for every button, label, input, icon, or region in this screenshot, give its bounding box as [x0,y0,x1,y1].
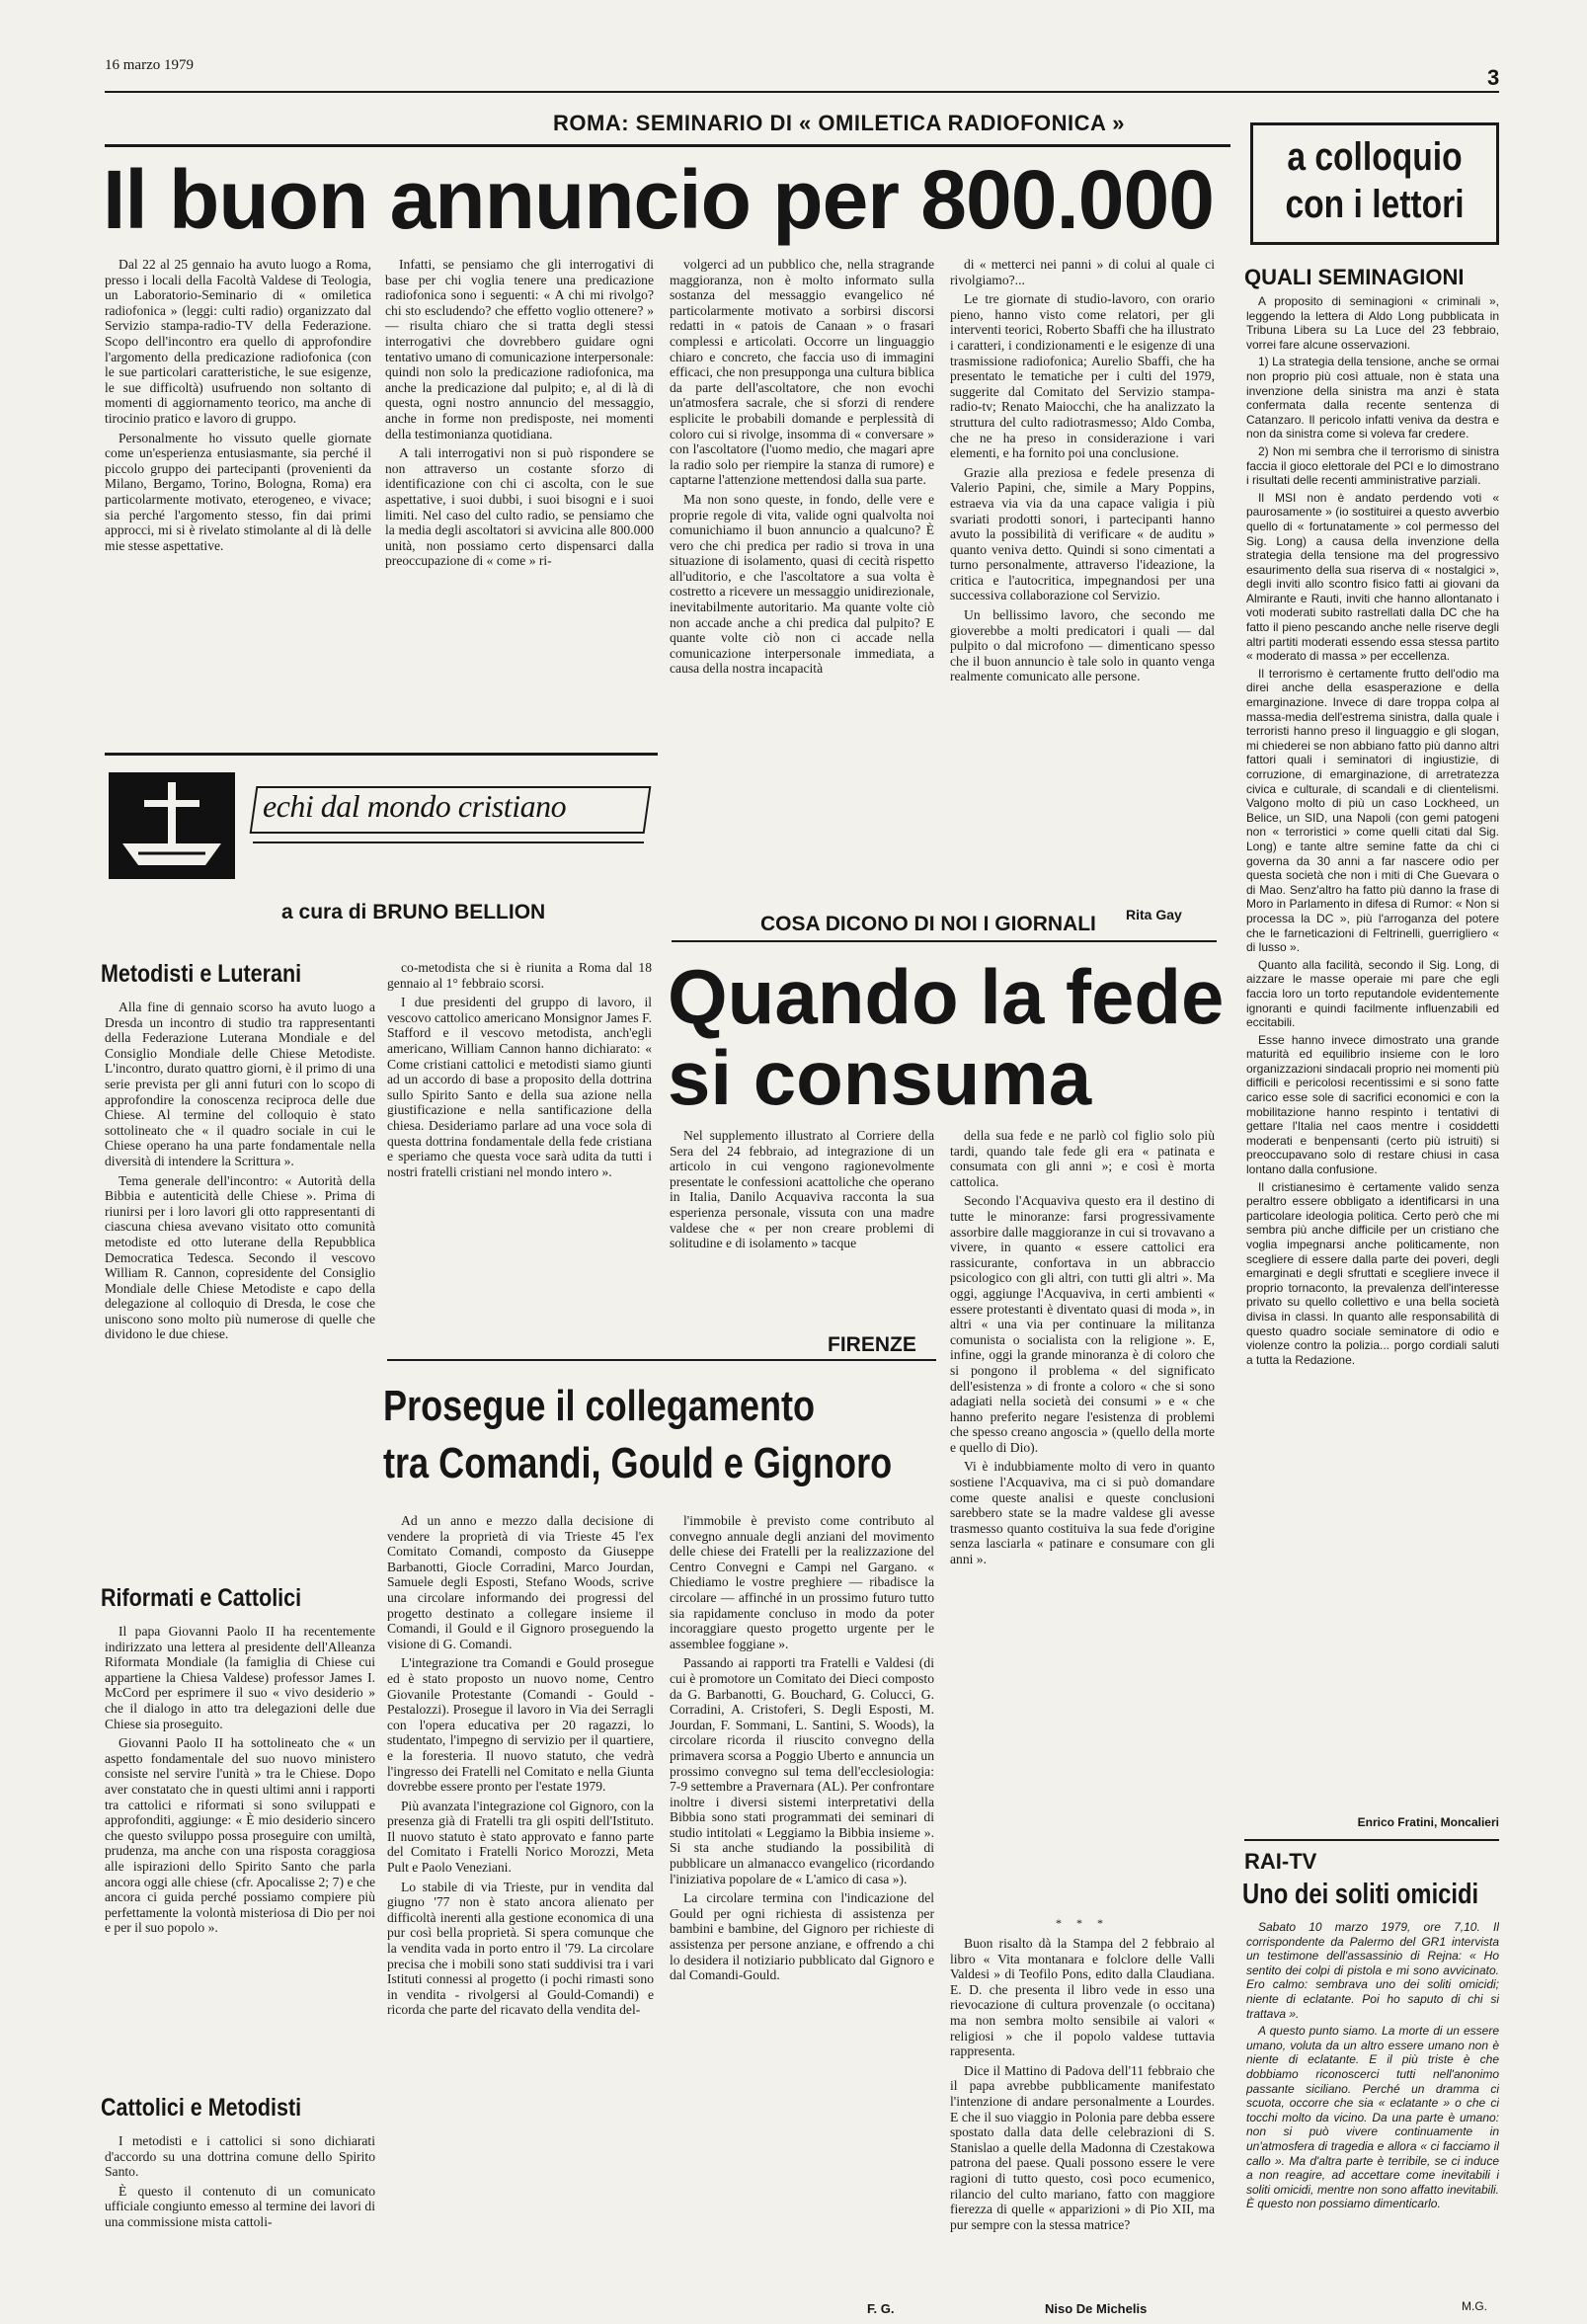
raitv-title: Uno dei soliti omicidi [1242,1879,1479,1910]
paragraph: Dice il Mattino di Padova dell'11 febbraio che il papa avrebbe pubblicamente manifestato l'intenzione di andare personalmente a Lourdes. E che il suo viaggio in Polonia pare debba essere spostato dalla data delle celebrazioni di S. Stanislao a quelle della Madonna di Czestakowa patrona del paese. Quali possono essere le vere ragioni di tutto questo, così poco ecumenico, rilancio del culto mariano, fatto con maggiore fierezza di quelle « apparizioni » di Pio XII, ma pur sempre con la stessa matrice? [950,2062,1215,2232]
paragraph: della sua fede e ne parlò col figlio solo più tardi, quando tale fede gli era « patinata e consumata con gli anni »; e così è morta cattolica. [950,1128,1215,1189]
giornali-signature-1: F. G. [867,2301,895,2316]
cattolici-metodisti-column [105,2133,375,2311]
masthead-rule [105,91,1499,93]
paragraph: È questo il contenuto di un comunicato ufficiale congiunto emesso al termine dei lavori di una commissione mista cattoli- [105,2183,375,2229]
echi-curator: a cura di BRUNO BELLION [281,901,546,923]
firenze-top-rule [387,1359,936,1361]
riformati-cattolici-column [105,1624,375,2078]
raitv-kicker: RAI-TV [1244,1849,1317,1874]
riformati-cattolici-title: Riformati e Cattolici [101,1584,302,1612]
paragraph: Vi è indubbiamente molto di vero in quanto sostiene l'Acquaviva, ma ci si può domandare come queste analisi e queste conclusioni sarebbero state se la madre valdese gli avesse trasmesso quanto costituiva la sua fede d'origine senza lasciarla « patinare e consumare con gli anni ». [950,1459,1215,1567]
paragraph: A proposito di seminagioni « criminali », leggendo la lettera di Aldo Long pubblicata in Tribuna Libera su La Luce del 23 febbraio, vorrei fare alcune osservazioni. [1246,294,1499,352]
paragraph: Ad un anno e mezzo dalla decisione di vendere la proprietà di via Trieste 45 l'ex Comitato Comandi, composto da Giuseppe Barbanotti, Giocle Corradini, Marco Jourdan, Samuele degli Esposti, Stefano Woods, scrive una circolare informando dei progressi del progetto destinato a collegare insieme il Comandi, il Gould e il Gignoro proseguendo la visione di G. Comandi. [387,1513,654,1651]
paragraph: volgerci ad un pubblico che, nella stragrande maggioranza, non è molto informato sulla sostanza del messaggio evangelico né particolarmente motivato a sorbirsi discorsi redatti in « patois de Canaan » o frasari complessi e articolati. Occorre un linguaggio chiaro e concreto, che faccia uso di immagini efficaci, che non presupponga una cultura biblica da parte dell'ascoltatore, che non evochi un'atmosfera sacrale, che si sforzi di rendere esplicite le probabili domande e perplessità di coloro cui si rivolge, insomma di « conversare » con l'ascoltatore (l'uomo medio, che magari apre la radio solo per riempire la stanza di rumore) e captarne l'attenzione mettendosi dalla sua parte. [670,257,934,488]
firenze-headline-2: tra Comandi, Gould e Gignoro [383,1439,893,1487]
paragraph: Più avanzata l'integrazione col Gignoro, con la presenza già di Fratelli tra gli ospiti dell'Istituto. Il nuovo statuto è stato approvato e fanno parte del Comitato i Fratelli Norico Morozzi, Meta Pult e Paolo Veneziani. [387,1798,654,1876]
metodisti-cont-column [387,960,652,1363]
roma-kicker-rule [105,144,1230,147]
giornali-top-rule [672,940,1217,942]
giornali-signature-2: Niso De Michelis [1045,2301,1148,2316]
firenze-headline-1: Prosegue il collegamento [383,1382,816,1430]
giornali-headline-2: si consuma [668,1034,1092,1121]
paragraph: I metodisti e i cattolici si sono dichiarati d'accordo su una dottrina comune dello Spirito Santo. [105,2133,375,2180]
page-date: 16 marzo 1979 [105,57,194,73]
paragraph: Secondo l'Acquaviva questo era il destino di tutte le minoranze: farsi progressivamente assorbire dalle maggioranze in cui si trovavano a vivere, in quanto « essere cattolici era rassicurante, confortava in un abbraccio psicologico con gli altri, con tutti gli altri ». Ma oggi, aggiunge l'Acquaviva, in certi ambienti « essere protestanti è diventato quasi di moda », in altri « una via per continuare la militanza comunista o socialista con la religione ». E, infine, oggi la grande minoranza è di coloro che si pongono il problema « del significato dell'esistenza » di fronte a coloro « che si sono adagiati nella società dei consumi » e « che hanno preferito negare l'esistenza di problemi che spesso creano angoscia » (quello della morte e quello di Dio). [950,1193,1215,1455]
giornali-headline-1: Quando la fede [668,953,1225,1040]
paragraph: Dal 22 al 25 gennaio ha avuto luogo a Roma, presso i locali della Facoltà Valdese di Teologia, un Laboratorio-Seminario di « omiletica radiofonica » (leggi: culti radio) organizzato dal Servizio stampa-radio-TV della Federazione. Scopo dell'incontro era quello di approfondire l'argomento della predicazione radiofonica (con le sue particolari caratteristiche, le sue esigenze, le sue difficoltà) usufruendo non soltanto di momenti di aggiornamento teorico, ma anche di tirocinio pratico e lavoro di gruppo. [105,257,371,426]
paragraph: Tema generale dell'incontro: « Autorità della Bibbia e autenticità delle Chiese ». Prima di riunirsi per i loro lavori gli otto rappresentanti di ciascuna chiesa avevano visitato otto comunità metodiste ed otto luterane della Repubblica Democratica Tedesca. Secondo il vescovo William R. Cannon, copresidente del Consiglio Mondiale delle Chiese Metodiste e capo della delegazione al colloquio di Dresda, le cose che uniscono sono molto più numerose di quelle che dividono le due chiese. [105,1172,375,1342]
colloquio-title: QUALI SEMINAGIONI [1244,265,1465,289]
roma-column-1 [105,257,371,741]
giornali-column-1 [670,1128,934,1325]
roma-column-2 [385,257,654,741]
roma-column-4 [950,257,1215,907]
paragraph: Il papa Giovanni Paolo II ha recentemente indirizzato una lettera al presidente dell'Alleanza Riformata Mondiale (la famiglia di Chiese cui appartiene la Chiesa Valdese) professor James I. McCord per esprimere il suo « vivo desiderio » che il dialogo in atto tra delegazioni delle due Chiese sia proseguito. [105,1624,375,1731]
section-separator: * * * [1056,1916,1109,1930]
paragraph: Infatti, se pensiamo che gli interrogativi di base per chi voglia tenere una predicazione radiofonica sono i seguenti: « A chi mi rivolgo? chi sto escludendo? che effetto voglio ottenere? » — risulta chiaro che si tratta degli stessi interrogativi che dovrebbero guidare ogni tentativo umano di comunicazione interpersonale: quindi non solo la predicazione radiofonica, ma anche la predicazione dal pulpito; e, al di là di questa, ogni nostro annuncio del messaggio, anche in forme non predisposte, nei momenti della testimonianza quotidiana. [385,257,654,441]
paragraph: 2) Non mi sembra che il terrorismo di sinistra faccia il gioco elettorale del PCI e lo dimostrano i risultati delle recenti amministrative parziali. [1246,443,1499,488]
paragraph: Ma non sono queste, in fondo, delle vere e proprie regole di vita, valide ogni qualvolta noi comunichiamo il buon annuncio a qualcuno? È vero che chi predica per radio si trova in una situazione di isolamento, quasi di cecità rispetto all'uditorio, e che l'ascoltatore a sua volta è costretto a ricevere un messaggio unidirezionale, inevitabilmente autoritario. Ma quante volte ciò non accade anche a chi predica dal pulpito? E quante volte ciò non ci accade nella comunicazione interpersonale immediata, a causa della nostra incapacità [670,491,934,677]
paragraph: Sabato 10 marzo 1979, ore 7,10. Il corrispondente da Palermo del GR1 intervista un testimone dell'assassinio di Rejna: « Ho sentito dei colpi di pistola e mi sono avvicinato. Ero calmo: sembrava uno dei soliti omicidi; niente di eclatante. Poi ho saputo di chi si trattava ». [1246,1920,1499,2021]
paragraph: Quanto alla facilità, secondo il Sig. Long, di aizzare le masse operaie mi pare che egli faccia loro un torto reputandole evidentemente ignoranti e quindi facilmente influenzabili ed eccitabili. [1246,957,1499,1030]
paragraph: Nel supplemento illustrato al Corriere della Sera del 24 febbraio, ad integrazione di un articolo in cui vengono ragionevolmente presentate le confessioni acattoliche che operano in Italia, Danilo Acquaviva racconta la sua esperienza personale, vissuta con una madre valdese che « per non creare problemi di solitudine e di isolamento » tacque [670,1128,934,1251]
paragraph: L'integrazione tra Comandi e Gould prosegue ed è stato proposto un nuovo nome, Centro Giovanile Protestante (Comandi - Gould - Pestalozzi). Prosegue il lavoro in Via dei Serragli con l'opera educativa per 20 ragazzi, lo studentato, l'impegno di servizio per il quartiere, e la foresteria. Il nuovo statuto, che vedrà l'ingresso dei Fratelli nel Comitato e nella Giunta dovrebbe essere pronto per l'estate 1979. [387,1655,654,1795]
paragraph: Alla fine di gennaio scorso ha avuto luogo a Dresda un incontro di studio tra rappresentanti della Federazione Luterana Mondiale e del Consiglio Mondiale delle Chiese Metodiste. L'incontro, durato quattro giorni, è il primo di una serie prevista per gli anni futuri con lo scopo di approfondire la conoscenza reciproca delle due Chiese. Al termine del colloquio è stato sottolineato che « il quadro sociale in cui le Chiese operano ha una parte fondamentale nella diversità di intendere la Scrittura ». [105,1000,375,1168]
roma-kicker: ROMA: SEMINARIO DI « OMILETICA RADIOFONICA » [553,111,1125,135]
metodisti-luterani-column [105,1000,375,1572]
paragraph: A questo punto siamo. La morte di un essere umano, voluta da un altro essere umano non è niente di eclatante. E il più triste è che dobbiamo riconoscerci tutti nell'anonimo passante siciliano. Perché un dramma ci scuota, occorre che sia « eclatante » o che ci tocchi molto da vicino. Da una parte è umano: non si può vivere continuamente in un'atmosfera di tragedia e allora « ci facciamo il callo ». Ma d'altra parte è terribile, se ci induce a non reagire, ad accettare come inevitabili i soliti omicidi, mentre non sono affatto inevitabili. È questo non possiamo dimenticarlo. [1246,2024,1499,2211]
firenze-column-2 [670,1513,934,2293]
raitv-signature: M.G. [1462,2299,1487,2313]
echi-underline [253,841,644,843]
paragraph: Buon risalto dà la Stampa del 2 febbraio al libro « Vita montanara e folclore delle Valli Valdesi » di Teofilo Pons, edito dalla Claudiana. E. D. che presenta il libro vede in esso una rievocazione di cultura provenzale (o occitana) ma non sembra molto sensibile ai valori « religiosi » che il popolo valdese tuttavia rappresenta. [950,1936,1215,2059]
paragraph: La circolare termina con l'indicazione del Gould per ogni richiesta di assistenza per bambini e bambine, del Gignoro per richieste di assistenza per persone anziane, e offrendo a chi lo desidera il notiziario pubblicato dal Gignoro e dal Comandi-Gould. [670,1890,934,1983]
paragraph: di « metterci nei panni » di colui al quale ci rivolgiamo?... [950,257,1215,287]
raitv-column [1246,1920,1499,2297]
colloquio-column [1246,294,1499,1811]
paragraph: l'immobile è previsto come contributo al convegno annuale degli anziani del movimento delle chiese dei Fratelli per la realizzazione del Centro Convegni e Campi nel Gargano. « Chiediamo le vostre preghiere — ribadisce la circolare — affinché in un prossimo futuro tutto sia rapidamente concluso in modo da poter incoraggiare questo progetto urgente per le assemblee foggiane ». [670,1513,934,1651]
firenze-kicker: FIRENZE [828,1333,916,1356]
firenze-column-1 [387,1513,654,2313]
paragraph: Un bellissimo lavoro, che secondo me gioverebbe a molti predicatori i quali — dal pulpito o dal microfono — dimenticano spesso che il buon annuncio è tale solo in quanto venga realmente comunicato alle persone. [950,607,1215,684]
paragraph: Personalmente ho vissuto quelle giornate come un'esperienza entusiasmante, sia perché il piccolo gruppo dei partecipanti (provenienti da Milano, Bergamo, Torino, Bologna, Roma) era particolarmente motivato, eterogeneo, e vivace; sia perché l'argomento stesso, fin dai primi approcci, mi si è rivelato stimolante al di là delle mie stesse aspettative. [105,430,371,553]
raitv-top-rule [1244,1839,1499,1841]
roma-signature: Rita Gay [1126,907,1182,922]
metodisti-luterani-title: Metodisti e Luterani [101,960,302,988]
paragraph: Grazie alla preziosa e fedele presenza di Valerio Papini, che, simile a Mary Poppins, estraeva via via da una capace valigia i più svariati prodotti sonori, i partecipanti hanno avuto la possibilità di verificare « de auditu » quanto veniva detto. Quindi si sono cimentati a turno personalmente, attraverso l'ideazione, la critica e l'autocritica, impegnandosi per una successiva collaborazione col Servizio. [950,464,1215,603]
page-number: 3 [1487,65,1500,90]
paragraph: 1) La strategia della tensione, anche se ormai non proprio più così attuale, non è stata una invenzione della sinistra ma anzi è stata confermata dalla recente sentenza di Catanzaro. Il pericolo infatti veniva da destra e non da sinistra come si voleva far credere. [1246,355,1499,441]
paragraph: I due presidenti del gruppo di lavoro, il vescovo cattolico americano Monsignor James F. Stafford e il vescovo metodista, anch'egli americano, William Cannon hanno dichiarato: « Come cristiani cattolici e metodisti siamo giunti ad un accordo di base a proposito della dottrina sullo Spirito Santo e della sua azione nella giustificazione e nella santificazione della chiesa. Desideriamo parlare ad una voce sola di questa dottrina fondamentale della fede cristiana e speriamo che questa voce sarà udita da tutti i nostri fratelli cristiani nel mondo intero ». [387,995,652,1179]
giornali-column-3 [950,1936,1215,2299]
colloquio-box-line-1: a colloquio [1287,135,1463,179]
paragraph: A tali interrogativi non si può rispondere se non attraverso un costante sforzo di identificazione con chi ci ascolta, con le sue aspettative, i suoi dubbi, i suoi bisogni e i suoi limiti. Nel caso del culto radio, se pensiamo che la media degli ascoltatori si avvicina alle 800.000 unità, non possiamo certo dispensarci dalla preoccupazione di « come » ri- [385,445,654,569]
paragraph: Giovanni Paolo II ha sottolineato che « un aspetto fondamentale del suo nuovo ministero consiste nel servire l'unità » tra le Chiese. Dopo aver constatato che in questi ultimi anni i rapporti tra cattolici e riformati si sono sviluppati e approfonditi, aggiunge: « È mio desiderio sincero che questo sviluppo possa proseguire con umiltà, prudenza, ma anche con una risposta coraggiosa alle ispirazioni dello Spirito Santo che parla ancora oggi alle chiese (cfr. Apocalisse 2; 7) e che ancora ci guida perché possiamo compiere più perfettamente la volontà misteriosa di Dio per noi e per il suo popolo ». [105,1735,375,1936]
colloquio-box-line-2: con i lettori [1285,183,1465,226]
colloquio-signature: Enrico Fratini, Moncalieri [1357,1815,1499,1829]
paragraph: Il terrorismo è certamente frutto dell'odio ma direi anche della esasperazione e della emarginazione. Invece di dare troppa colpa al massa-media dell'estrema sinistra, dalla quale i terroristi hanno preso il linguaggio e gli slogan, mi chiederei se non abbiano fatto più danno altri fattori quali i seminatori di ingiustizie, di corruzione, di emarginazione, di arretratezza civica e culturale, di scandali e di clientelismi. Valgono molto di più un caso Lockheed, un Belice, un SID, una Napoli (con gemi patogeni non « terroristici » come quelli citati dal Sig. Long) e tante altre semine fatte da chi ci governa da 30 anni a far nascere odio per questa società che non i miti di Che Guevara o di Mao. Senz'altro ha fatto più danno la frase di Moro in Parlamento in difesa di Rumor: « Non si processa la DC », più l'arroganza del potere che le farneticazioni di Feltrinelli, guerrigliero « di lusso ». [1246,666,1499,955]
paragraph: Esse hanno invece dimostrato una grande maturità ed equilibrio insieme con le loro organizzazioni sindacali proprio nei momenti più difficili e pericolosi recentissimi e si sono fatte carico esse sole di sacrifici economici e con la mobilitazione hanno respinto i tentativi di gettare l'Italia nel caos mentre i cosiddetti moderati e benpensanti (certo più istruiti) si preoccupavano solo di restare chiusi in casa lontano dalla confusione. [1246,1032,1499,1177]
paragraph: co-metodista che si è riunita a Roma dal 18 gennaio al 1° febbraio scorsi. [387,960,652,991]
paragraph: Passando ai rapporti tra Fratelli e Valdesi (di cui è promotore un Comitato dei Dieci composto da G. Barbanotti, G. Bouchard, G. Colucci, G. Corradini, A. Cristoferi, S. Degli Esposti, M. Jourdan, F. Sommani, L. Santini, S. Woods), la circolare ricorda il riuscito convegno della primavera scorsa a Poggio Uberto e annuncia un prossimo convegno sul tema dell'ecclesiologia: 7-9 settembre a Pravernara (AL). Per confrontare inoltre i diversi sistemi interpretativi della Bibbia sono stati programmati dei seminari di studio intitolati « Leggiamo la Bibbia insieme ». Si sta anche studiando la possibilità di pubblicare un almanacco evangelico (ricordando l'iniziativa popolare de « L'amico di casa »). [670,1655,934,1886]
paragraph: Le tre giornate di studio-lavoro, con orario pieno, hanno visto come relatori, per gli interventi teorici, Roberto Sbaffi che ha illustrato i caratteri, i condizionamenti e le esigenze di una trasmissione radiofonica; Aurelio Sbaffi, che ha presentato le tematiche per i culti del 1979, suggerite dal Comitato del Servizio stampa-radio-tv; Renato Maiocchi, che ha analizzato la struttura del culto radiotrasmesso; Aldo Comba, che ne ha preso in considerazione i vari elementi, e ha fornito poi una conclusione. [950,291,1215,461]
echi-top-rule [105,753,658,756]
paragraph: Lo stabile di via Trieste, pur in vendita dal giugno '77 non è stato ancora alienato per difficoltà inerenti alla gestione economica di una pur così bella proprietà. Si spera comunque che la vendita vada in porto entro il '79. La circolare precisa che i mobili sono stati suddivisi tra i vari Istituti connessi al progetto (i pochi rimasti sono in vendita - rivolgersi al Gould-Comandi) e ricorda che parte del ricavato della vendita del- [387,1879,654,2018]
paragraph: Il MSI non è andato perdendo voti « paurosamente » (io sostituirei a questo avverbio quello di « fortunatamente » col permesso del Sig. Long) a causa della invenzione della strategia della tensione ma del progressivo esaurimento della sua riserva di « nostalgici », degli inviti allo scontro fisico fatti ai giovani da Almirante e Rauti, inviti che hanno allontanato i voti moderati subito rastrellati dalla DC che ha fatto il pieno pescando anche nelle riserve degli altri partiti moderati essendo essa stessa partito « moderato di massa » per eccellenza. [1246,490,1499,664]
paragraph: Il cristianesimo è certamente valido senza peraltro essere obbligato a identificarsi in una particolare ideologia politica. Certo però che mi sembra più anche difficile per un cristiano che voglia impegnarsi anche politicamente, non scegliere di essere dalla parte dei poveri, degli emarginati e degli sfruttati e scegliere invece il proprio tornaconto, la prevalenza dell'interesse privato su quello collettivo e una bella società divisa in classi. In quanto alle responsabilità di questo quadro sociale seminatore di odio e violenze contro la polizia... porgo cordiali saluti a tutta la Redazione. [1246,1179,1499,1367]
roma-column-3 [670,257,934,924]
echi-title: echi dal mondo cristiano [263,788,567,824]
cross-boat-icon [109,772,235,879]
giornali-kicker: COSA DICONO DI NOI I GIORNALI [760,913,1096,935]
giornali-column-2 [950,1128,1215,1912]
cattolici-metodisti-title: Cattolici e Metodisti [101,2094,302,2122]
roma-headline: Il buon annuncio per 800.000 [103,153,1214,246]
